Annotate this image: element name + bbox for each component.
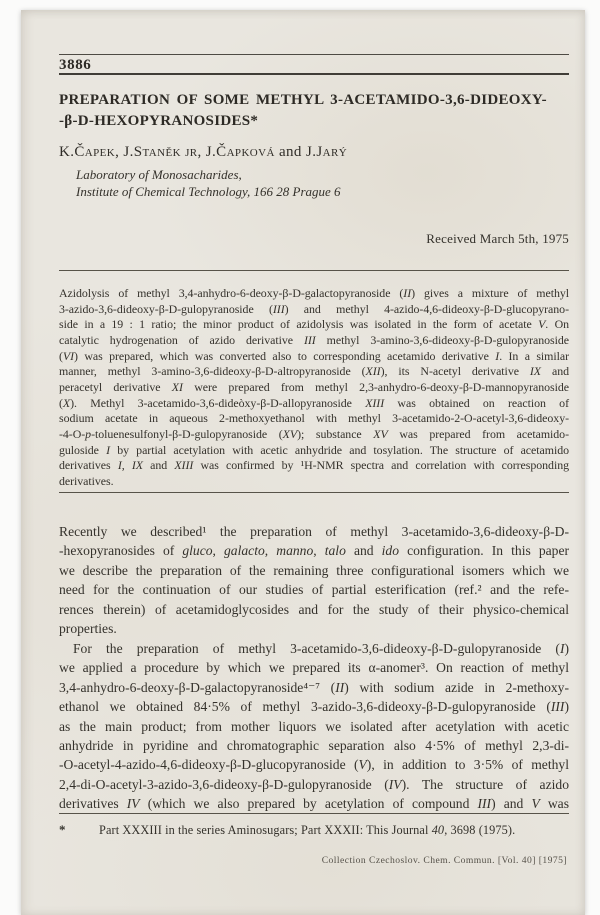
affiliation bbox=[76, 167, 556, 200]
footnote-rule bbox=[59, 813, 569, 814]
affiliation-line-2: Institute of Chemical Technology, 166 28 Prague 6 bbox=[76, 183, 341, 199]
abstract-rule-bottom bbox=[59, 492, 569, 493]
title-line-2: -β-D-HEXOPYRANOSIDES* bbox=[59, 113, 259, 129]
affiliation-line-1: Laboratory of Monosacharides, bbox=[76, 167, 242, 182]
authors-line: K.Čapek, J.Staněk jr, J.Čapková and J.Jarý bbox=[59, 144, 348, 160]
header-rule-thin bbox=[59, 54, 569, 55]
footnote-asterisk: * bbox=[59, 822, 66, 837]
journal-imprint: Collection Czechoslov. Chem. Commun. [Vol. 40] [1975] bbox=[321, 855, 567, 866]
article-title bbox=[59, 90, 569, 132]
page-number: 3886 bbox=[59, 57, 92, 73]
header-rule-thick bbox=[59, 73, 569, 75]
scanned-page bbox=[21, 10, 585, 915]
body-paragraph-2: For the preparation of methyl 3-acetamido-3,6-dideoxy-β-D-gulopyranoside (I) we applied a procedure by which we prepared its α-anomer³. On reaction of methyl 3,4-anhydro-6-deoxy-β-D-galactopyranoside⁴⁻⁷ (II) with sodium azide in 2-methoxy- ethanol we obtained 84·5% of methyl 3-azido-3,6-dideoxy-β-D-gulopyranoside (III) as the main product; from mother liquors we isolated after acetylation with acetic anhydride in pyridine and chromatographic separation also 4·5% of methyl 2,3-di- -O-acetyl-4-azido-4,6-dideoxy-β-D-glucopyranoside (V), in addition to 3·5% of methyl 2,4-di-O-acetyl-3-azido-3,6-dideoxy-β-D-gulopyranoside (IV). The structure of azido derivatives IV (which we also prepared by acetylation of compound III) and V was bbox=[59, 641, 570, 812]
body-paragraph-1: Recently we described¹ the preparation of methyl 3-acetamido-3,6-dideoxy-β-D- -hexopyranosides of gluco, galacto, manno, talo and ido configuration. In this paper we describe the preparation of the remaining three configurational isomers which we need for the continuation of our studies of partial esterification (ref.² and the refe- rences therein) of acetamidoglycosides and for the study of their physico-chemical properties. bbox=[59, 524, 570, 637]
footnote-text: Part XXXIII in the series Aminosugars; Part XXXII: This Journal 40, 3698 (1975). bbox=[99, 823, 516, 837]
footnote bbox=[59, 822, 569, 838]
abstract-rule-top bbox=[59, 270, 569, 271]
abstract-text: Azidolysis of methyl 3,4-anhydro-6-deoxy-β-D-galactopyranoside (II) gives a mixture of methyl 3-azido-3,6-dideoxy-β-D-gulopyranoside (III) and methyl 4-azido-4,6-dideoxy-β-D-glucopyrano- side in a 19 : 1 ratio; the minor product of azidolysis was isolated in the form of acetate V. On catalytic hydrogenation of azido derivative III methyl 3-amino-3,6-dideoxy-β-D-gulopyranoside (VI) was prepared, which was converted also to corresponding acetamido derivative I. In a similar manner, methyl 3-amino-3,6-dideoxy-β-D-altropyranoside (XII), its N-acetyl derivative IX and peracetyl derivative XI were prepared from methyl 2,3-anhydro-6-deoxy-β-D-mannopyranoside (X). Methyl 3-acetamido-3,6-dideòxy-β-D-allopyranoside XIII was obtained on reaction of sodium acetate in aqueous 2-methoxyethanol with methyl 3-acetamido-2-O-acetyl-3,6-dideoxy- -4-O-p-toluenesulfonyl-β-D-gulopyranoside (XV); substance XV was prepared from acetamido- guloside I by partial acetylation with acetic anhydride and tosylation. The structure of acetamido derivatives I, IX and XIII was confirmed by ¹H-NMR spectra and correlation with corresponding derivatives. bbox=[59, 286, 570, 488]
received-date: Received March 5th, 1975 bbox=[426, 231, 569, 246]
page-content bbox=[59, 10, 569, 915]
title-line-1: PREPARATION OF SOME METHYL 3-ACETAMIDO-3,6-DIDEOXY- bbox=[59, 92, 547, 108]
